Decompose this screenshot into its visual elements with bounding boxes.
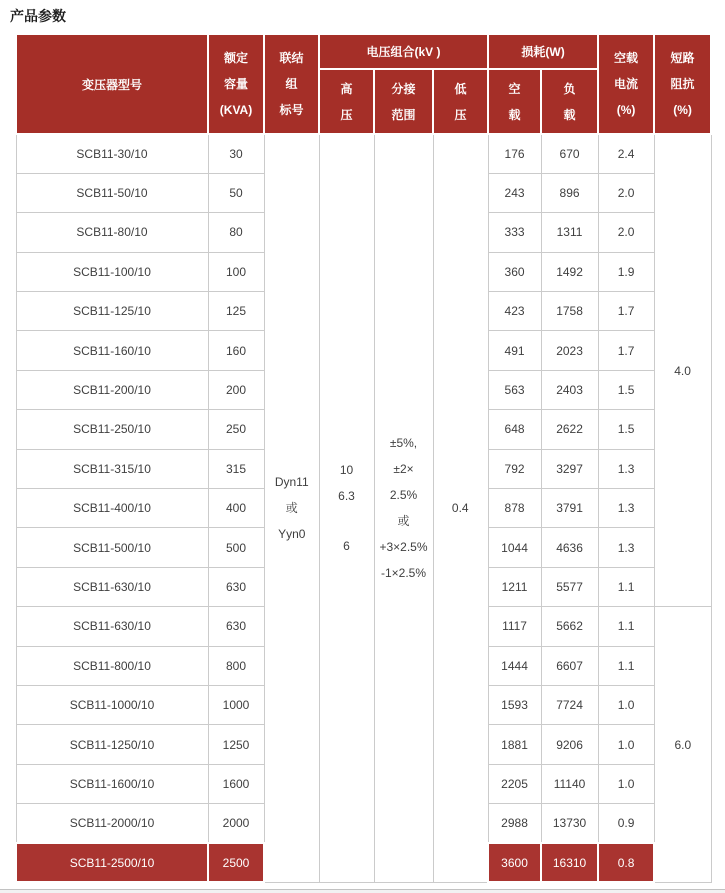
load-loss-cell: 16310 (541, 843, 598, 882)
no-load-loss-cell: 243 (488, 173, 541, 212)
model-cell: SCB11-400/10 (16, 489, 208, 528)
no-load-current-cell: 1.3 (598, 528, 654, 567)
load-loss-cell: 7724 (541, 685, 598, 724)
no-load-current-cell: 1.5 (598, 410, 654, 449)
model-cell: SCB11-500/10 (16, 528, 208, 567)
col-header-connection: 联结 组 标号 (264, 34, 319, 134)
bottom-divider (0, 889, 725, 893)
load-loss-cell: 13730 (541, 804, 598, 843)
no-load-current-cell: 2.4 (598, 134, 654, 173)
load-loss-cell: 2023 (541, 331, 598, 370)
load-loss-cell: 670 (541, 134, 598, 173)
no-load-loss-cell: 333 (488, 213, 541, 252)
no-load-loss-cell: 878 (488, 489, 541, 528)
no-load-loss-cell: 2205 (488, 764, 541, 803)
no-load-current-cell: 1.3 (598, 489, 654, 528)
no-load-current-cell: 1.7 (598, 292, 654, 331)
col-header-capacity: 额定 容量 (KVA) (208, 34, 264, 134)
connection-group-cell: Dyn11 或 Yyn0 (264, 134, 319, 882)
load-loss-cell: 3297 (541, 449, 598, 488)
kva-cell: 125 (208, 292, 264, 331)
kva-cell: 50 (208, 173, 264, 212)
no-load-loss-cell: 1117 (488, 607, 541, 646)
no-load-current-cell: 1.1 (598, 607, 654, 646)
model-cell: SCB11-630/10 (16, 607, 208, 646)
kva-cell: 800 (208, 646, 264, 685)
model-cell: SCB11-800/10 (16, 646, 208, 685)
kva-cell: 2000 (208, 804, 264, 843)
load-loss-cell: 6607 (541, 646, 598, 685)
col-header-tap: 分接 范围 (374, 69, 433, 134)
no-load-loss-cell: 1444 (488, 646, 541, 685)
col-header-lv: 低 压 (433, 69, 488, 134)
kva-cell: 80 (208, 213, 264, 252)
impedance-cell: 4.0 (654, 134, 711, 607)
table-header (16, 34, 711, 134)
no-load-current-cell: 1.0 (598, 725, 654, 764)
kva-cell: 160 (208, 331, 264, 370)
no-load-current-cell: 1.5 (598, 370, 654, 409)
no-load-loss-cell: 2988 (488, 804, 541, 843)
page-title: 产品参数 (10, 8, 66, 24)
load-loss-cell: 11140 (541, 764, 598, 803)
no-load-current-cell: 2.0 (598, 173, 654, 212)
kva-cell: 630 (208, 567, 264, 606)
no-load-current-cell: 1.3 (598, 449, 654, 488)
model-cell: SCB11-1000/10 (16, 685, 208, 724)
kva-cell: 30 (208, 134, 264, 173)
col-header-no-load-current: 空载 电流 (%) (598, 34, 654, 134)
no-load-loss-cell: 1211 (488, 567, 541, 606)
no-load-loss-cell: 648 (488, 410, 541, 449)
load-loss-cell: 4636 (541, 528, 598, 567)
col-group-voltage: 电压组合(kV ) (319, 34, 488, 69)
no-load-current-cell: 0.8 (598, 843, 654, 882)
kva-cell: 500 (208, 528, 264, 567)
model-cell: SCB11-630/10 (16, 567, 208, 606)
kva-cell: 400 (208, 489, 264, 528)
no-load-current-cell: 2.0 (598, 213, 654, 252)
model-cell: SCB11-100/10 (16, 252, 208, 291)
load-loss-cell: 1311 (541, 213, 598, 252)
hv-cell: 10 6.3 6 (319, 134, 374, 882)
model-cell: SCB11-200/10 (16, 370, 208, 409)
load-loss-cell: 5662 (541, 607, 598, 646)
col-group-loss: 损耗(W) (488, 34, 598, 69)
product-parameters-table (15, 33, 712, 883)
no-load-current-cell: 1.9 (598, 252, 654, 291)
no-load-loss-cell: 491 (488, 331, 541, 370)
model-cell: SCB11-30/10 (16, 134, 208, 173)
no-load-current-cell: 1.1 (598, 567, 654, 606)
no-load-current-cell: 1.1 (598, 646, 654, 685)
kva-cell: 2500 (208, 843, 264, 882)
model-cell: SCB11-250/10 (16, 410, 208, 449)
col-header-impedance: 短路 阻抗 (%) (654, 34, 711, 134)
no-load-current-cell: 0.9 (598, 804, 654, 843)
no-load-loss-cell: 792 (488, 449, 541, 488)
load-loss-cell: 2622 (541, 410, 598, 449)
no-load-loss-cell: 176 (488, 134, 541, 173)
table-row (16, 134, 711, 173)
load-loss-cell: 5577 (541, 567, 598, 606)
kva-cell: 100 (208, 252, 264, 291)
model-cell: SCB11-1250/10 (16, 725, 208, 764)
model-cell: SCB11-160/10 (16, 331, 208, 370)
model-cell: SCB11-80/10 (16, 213, 208, 252)
model-cell: SCB11-1600/10 (16, 764, 208, 803)
kva-cell: 1250 (208, 725, 264, 764)
no-load-loss-cell: 1044 (488, 528, 541, 567)
load-loss-cell: 1492 (541, 252, 598, 291)
tap-range-cell: ±5%, ±2× 2.5% 或 +3×2.5% -1×2.5% (374, 134, 433, 882)
col-header-no-load: 空 载 (488, 69, 541, 134)
model-cell: SCB11-2500/10 (16, 843, 208, 882)
col-header-load: 负 载 (541, 69, 598, 134)
no-load-loss-cell: 563 (488, 370, 541, 409)
lv-cell: 0.4 (433, 134, 488, 882)
impedance-cell: 6.0 (654, 607, 711, 883)
no-load-current-cell: 1.7 (598, 331, 654, 370)
kva-cell: 1000 (208, 685, 264, 724)
no-load-current-cell: 1.0 (598, 764, 654, 803)
load-loss-cell: 9206 (541, 725, 598, 764)
table-body (16, 134, 711, 882)
no-load-loss-cell: 3600 (488, 843, 541, 882)
model-cell: SCB11-2000/10 (16, 804, 208, 843)
load-loss-cell: 3791 (541, 489, 598, 528)
no-load-loss-cell: 1593 (488, 685, 541, 724)
no-load-loss-cell: 360 (488, 252, 541, 291)
kva-cell: 1600 (208, 764, 264, 803)
no-load-loss-cell: 1881 (488, 725, 541, 764)
model-cell: SCB11-315/10 (16, 449, 208, 488)
col-header-model: 变压器型号 (16, 34, 208, 134)
no-load-current-cell: 1.0 (598, 685, 654, 724)
kva-cell: 250 (208, 410, 264, 449)
model-cell: SCB11-125/10 (16, 292, 208, 331)
no-load-loss-cell: 423 (488, 292, 541, 331)
kva-cell: 200 (208, 370, 264, 409)
col-header-hv: 高 压 (319, 69, 374, 134)
load-loss-cell: 2403 (541, 370, 598, 409)
load-loss-cell: 896 (541, 173, 598, 212)
kva-cell: 315 (208, 449, 264, 488)
load-loss-cell: 1758 (541, 292, 598, 331)
model-cell: SCB11-50/10 (16, 173, 208, 212)
header-row-1 (16, 34, 711, 69)
kva-cell: 630 (208, 607, 264, 646)
